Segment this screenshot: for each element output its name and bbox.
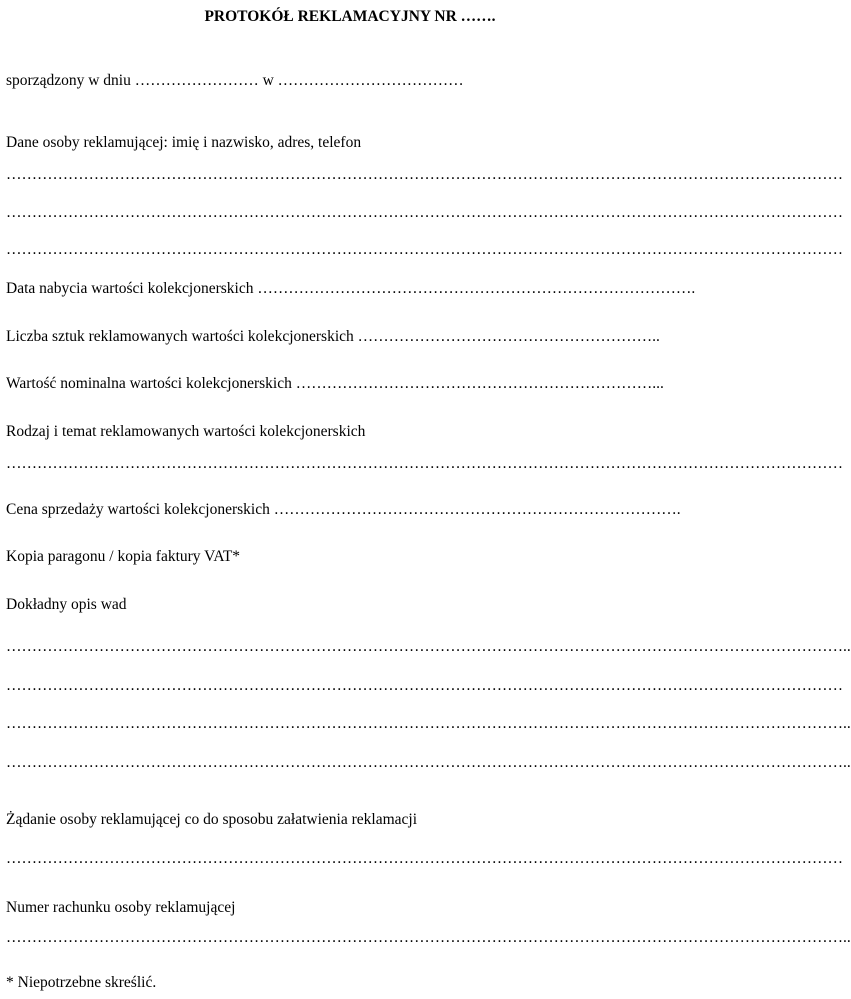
receipt-invoice-copy: Kopia paragonu / kopia faktury VAT* (6, 548, 241, 565)
drawn-date-place-line: sporządzony w dniu …………………… w ……………………………… (6, 72, 464, 89)
type-topic-fill-line: ……………………………………………………………………………………………………………………………………………… (6, 455, 843, 472)
claimant-data-fill-line-1: ……………………………………………………………………………………………………………………………………………… (6, 166, 843, 183)
claimant-data-fill-line-3: ……………………………………………………………………………………………………………………………………………… (6, 241, 843, 258)
claim-demand-label: Żądanie osoby reklamującej co do sposobu załatwienia reklamacji (6, 811, 418, 828)
document-title: PROTOKÓŁ REKLAMACYJNY NR ……. (204, 8, 496, 25)
account-number-fill-line: ……………………………………………………………………………………………………………………………………………….. (6, 929, 851, 946)
sale-price-line: Cena sprzedaży wartości kolekcjonerskich ……………………………………………………………………. (6, 501, 681, 518)
defect-description-label: Dokładny opis wad (6, 596, 127, 613)
defect-fill-line-3: ……………………………………………………………………………………………………………………………………………….. (6, 715, 851, 732)
claimant-data-fill-line-2: ……………………………………………………………………………………………………………………………………………… (6, 204, 843, 221)
claimant-data-label: Dane osoby reklamującej: imię i nazwisko, adres, telefon (6, 134, 362, 151)
footnote: * Niepotrzebne skreślić. (6, 974, 157, 991)
quantity-line: Liczba sztuk reklamowanych wartości kolekcjonerskich ………………………………………………….. (6, 328, 660, 345)
claim-demand-fill-line: ……………………………………………………………………………………………………………………………………………… (6, 850, 843, 867)
account-number-label: Numer rachunku osoby reklamującej (6, 899, 236, 916)
defect-fill-line-4: ……………………………………………………………………………………………………………………………………………….. (6, 754, 851, 771)
type-topic-label: Rodzaj i temat reklamowanych wartości kolekcjonerskich (6, 423, 366, 440)
nominal-value-line: Wartość nominalna wartości kolekcjonerskich ……………………………………………………………... (6, 375, 664, 392)
purchase-date-line: Data nabycia wartości kolekcjonerskich …………………………………………………………………………. (6, 280, 696, 297)
defect-fill-line-1: ……………………………………………………………………………………………………………………………………………….. (6, 638, 851, 655)
defect-fill-line-2: ……………………………………………………………………………………………………………………………………………… (6, 677, 843, 694)
